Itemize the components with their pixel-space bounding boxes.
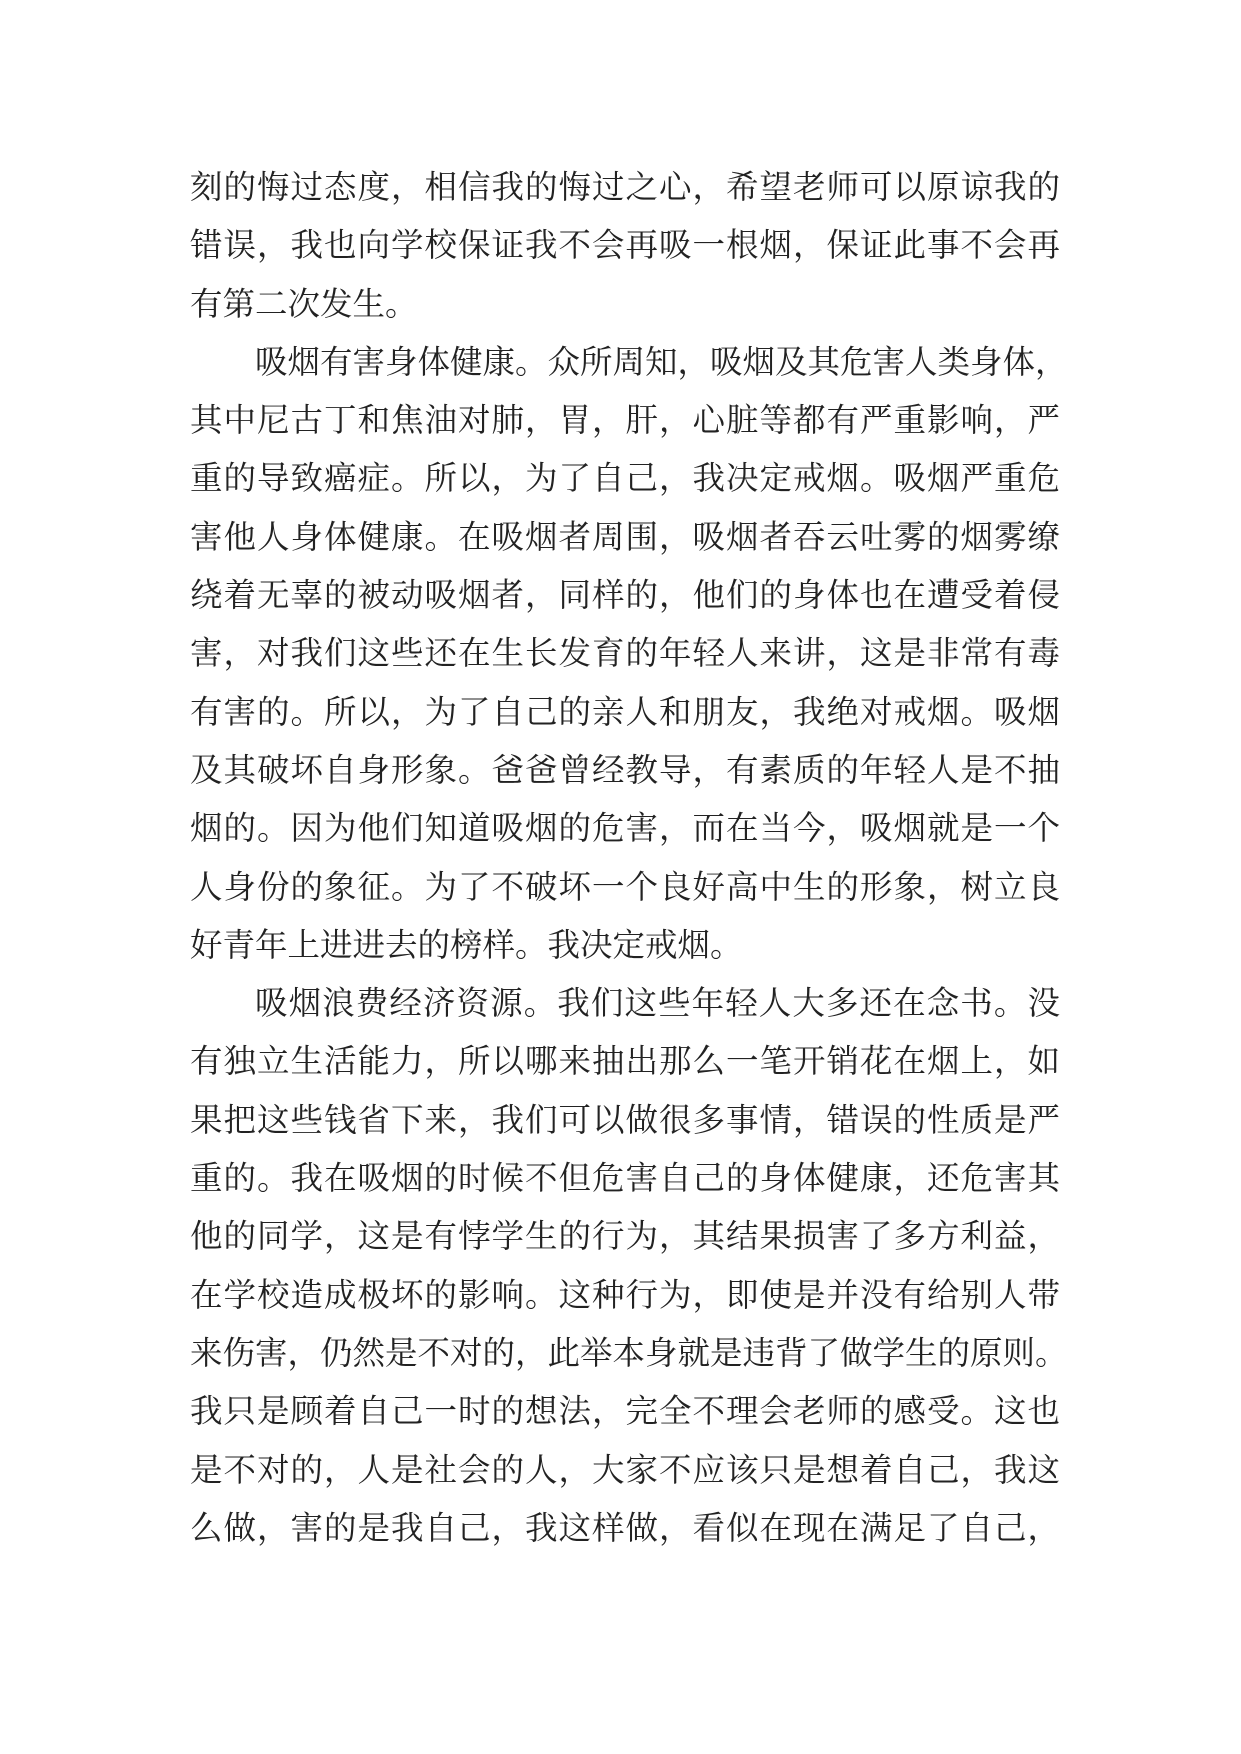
text-line: 重的。我在吸烟的时候不但危害自己的身体健康，还危害其 [190,1159,1060,1198]
text-line: 及其破坏自身形象。爸爸曾经教导，有素质的年轻人是不抽 [190,750,1060,789]
text-line: 烟的。因为他们知道吸烟的危害，而在当今，吸烟就是一个 [190,809,1060,848]
text-line: 是不对的，人是社会的人，大家不应该只是想着自己，我这 [190,1450,1060,1489]
text-line: 在学校造成极坏的影响。这种行为，即使是并没有给别人带 [190,1275,1060,1314]
text-line: 好青年上进进去的榜样。我决定戒烟。 [190,925,743,964]
text-line: 害他人身体健康。在吸烟者周围，吸烟者吞云吐雾的烟雾缭 [190,517,1060,556]
text-line: 其中尼古丁和焦油对肺，胃，肝，心脏等都有严重影响，严 [190,401,1060,440]
text-line: 绕着无辜的被动吸烟者，同样的，他们的身体也在遭受着侵 [190,576,1060,615]
text-line: 么做，害的是我自己，我这样做，看似在现在满足了自己， [190,1508,1060,1547]
text-line: 来伤害，仍然是不对的，此举本身就是违背了做学生的原则。 [190,1333,1068,1372]
text-line: 有独立生活能力，所以哪来抽出那么一笔开销花在烟上，如 [190,1042,1060,1081]
text-line: 重的导致癌症。所以，为了自己，我决定戒烟。吸烟严重危 [190,459,1060,498]
text-line: 刻的悔过态度，相信我的悔过之心，希望老师可以原谅我的 [190,168,1060,206]
text-line: 果把这些钱省下来，我们可以做很多事情，错误的性质是严 [190,1100,1060,1139]
text-line: 人身份的象征。为了不破坏一个良好高中生的形象，树立良 [190,867,1060,906]
text-line: 有害的。所以，为了自己的亲人和朋友，我绝对戒烟。吸烟 [190,692,1060,731]
text-line: 错误，我也向学校保证我不会再吸一根烟，保证此事不会再 [190,226,1060,265]
text-line: 害，对我们这些还在生长发育的年轻人来讲，这是非常有毒 [190,634,1060,673]
text-line: 他的同学，这是有悖学生的行为，其结果损害了多方利益， [190,1217,1060,1256]
text-line: 有第二次发生。 [190,284,418,323]
text-line: 我只是顾着自己一时的想法，完全不理会老师的感受。这也 [190,1392,1060,1431]
text-line: 吸烟浪费经济资源。我们这些年轻人大多还在念书。没 [255,984,1060,1023]
text-line: 吸烟有害身体健康。众所周知，吸烟及其危害人类身体， [255,342,1068,381]
body-text [190,158,1068,1557]
